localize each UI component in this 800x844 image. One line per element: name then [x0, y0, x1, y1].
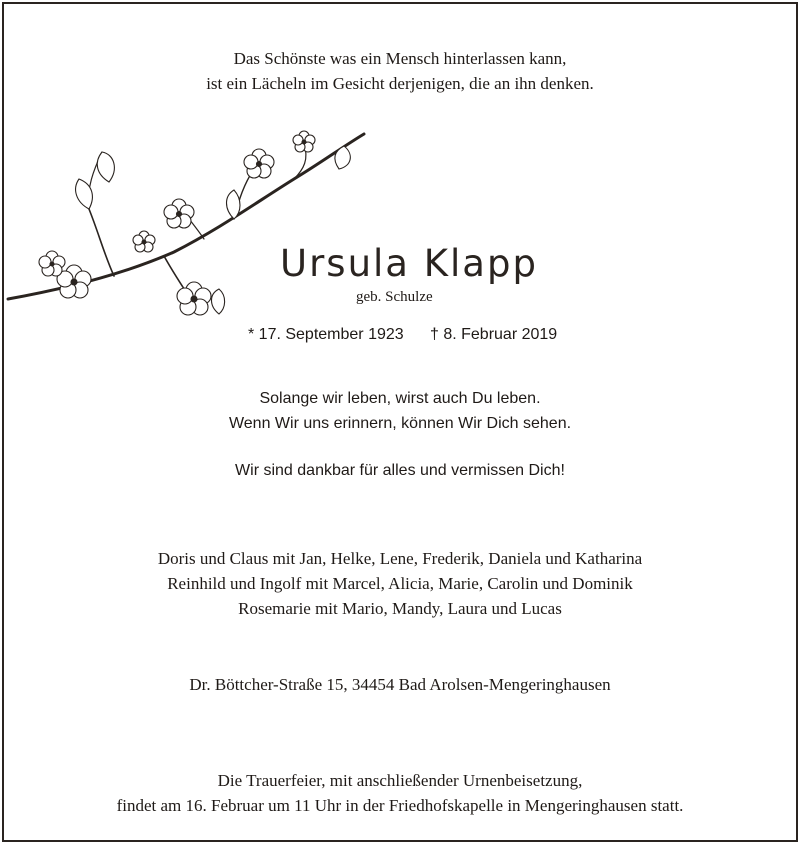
- family-line-2: Reinhild und Ingolf mit Marcel, Alicia, Marie, Carolin und Dominik: [167, 574, 633, 593]
- funeral-line-2: findet am 16. Februar um 11 Uhr in der Friedhofskapelle in Mengeringhausen statt.: [116, 796, 684, 815]
- family-line-3: Rosemarie mit Mario, Mandy, Laura und Lucas: [238, 599, 562, 618]
- funeral-line-1: Die Trauerfeier, mit anschließender Urnenbeisetzung,: [217, 771, 583, 790]
- maiden-name: geb. Schulze: [356, 289, 433, 305]
- poem-line-2: Wenn Wir uns erinnern, können Wir Dich sehen.: [228, 415, 572, 432]
- quote-line-1: Das Schönste was ein Mensch hinterlassen kann,: [233, 49, 567, 68]
- deceased-name: Ursula Klapp: [280, 242, 538, 285]
- quote-line-2: ist ein Lächeln im Gesicht derjenigen, die an ihn denken.: [206, 74, 594, 93]
- family-line-1: Doris und Claus mit Jan, Helke, Lene, Frederik, Daniela und Katharina: [157, 549, 643, 568]
- obituary-card: [2, 2, 798, 842]
- blossom-branch-illustration: [4, 124, 374, 344]
- poem-line-1: Solange wir leben, wirst auch Du leben.: [259, 390, 541, 407]
- address: Dr. Böttcher-Straße 15, 34454 Bad Arolsen-Mengeringhausen: [189, 675, 611, 694]
- birth-date: * 17. September 1923: [248, 326, 404, 343]
- death-date: † 8. Februar 2019: [430, 326, 558, 343]
- poem-line-3: Wir sind dankbar für alles und vermissen Dich!: [235, 462, 565, 479]
